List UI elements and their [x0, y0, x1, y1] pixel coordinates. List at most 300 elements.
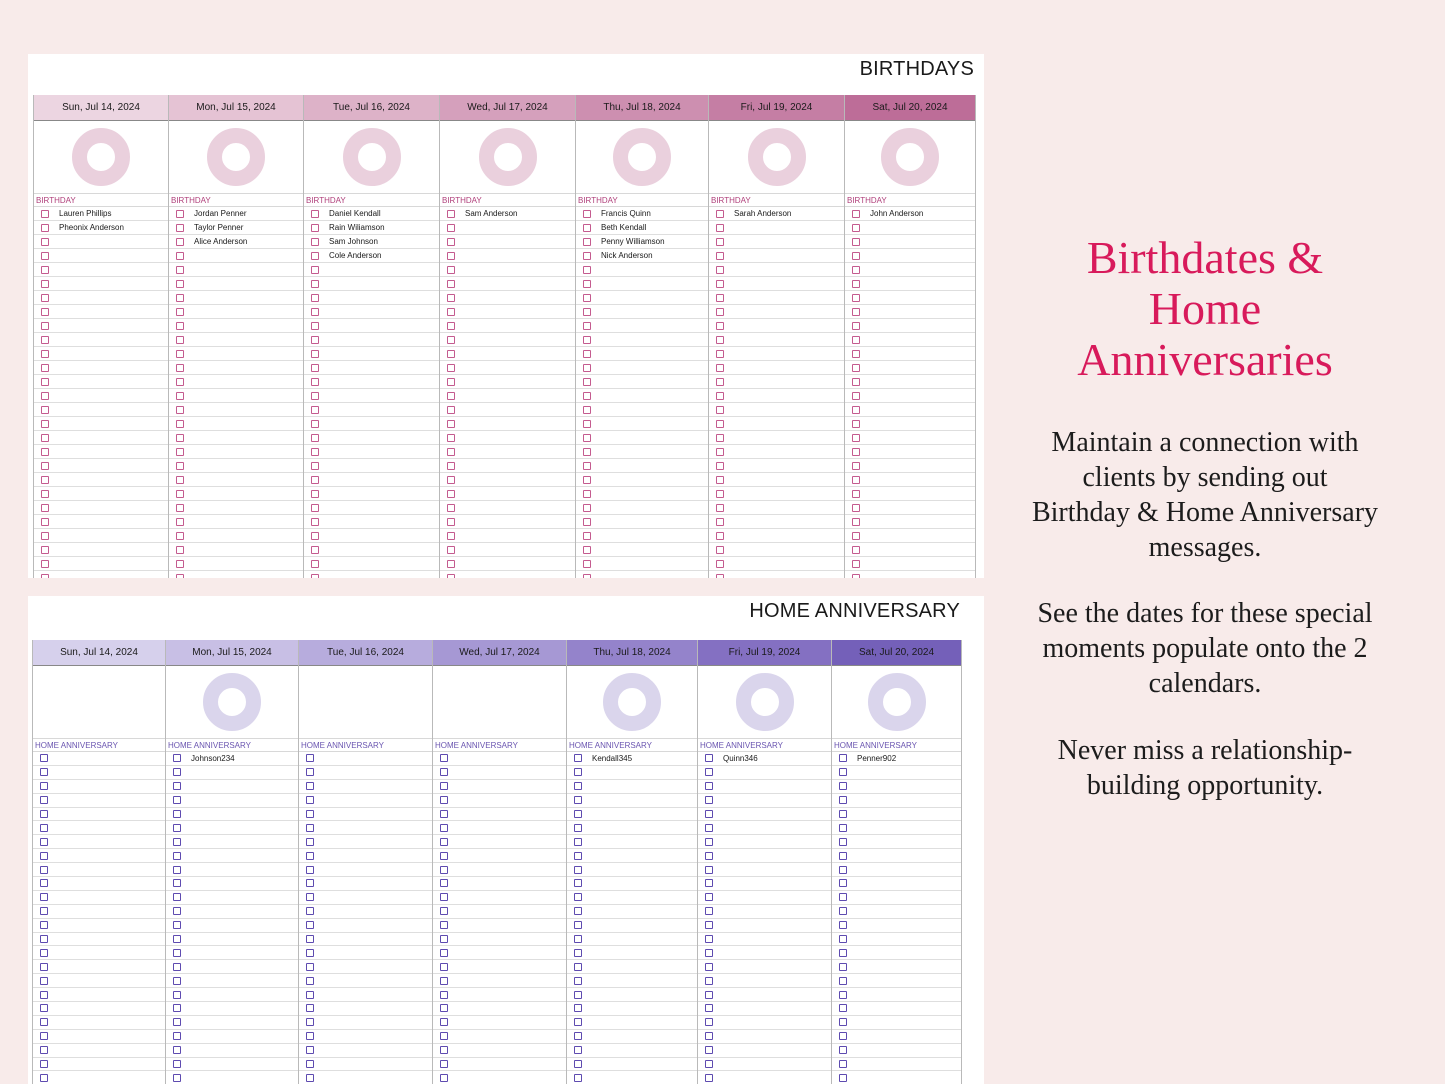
task-checkbox[interactable] [705, 1074, 713, 1082]
task-checkbox[interactable] [41, 518, 49, 526]
task-checkbox[interactable] [40, 866, 48, 874]
task-checkbox[interactable] [839, 852, 847, 860]
task-checkbox[interactable] [583, 560, 591, 568]
task-checkbox[interactable] [306, 796, 314, 804]
task-checkbox[interactable] [176, 434, 184, 442]
task-checkbox[interactable] [574, 824, 582, 832]
task-checkbox[interactable] [41, 420, 49, 428]
task-checkbox[interactable] [311, 378, 319, 386]
task-checkbox[interactable] [41, 280, 49, 288]
task-checkbox[interactable] [852, 448, 860, 456]
task-checkbox[interactable] [839, 824, 847, 832]
task-checkbox[interactable] [705, 1018, 713, 1026]
task-checkbox[interactable] [716, 336, 724, 344]
task-checkbox[interactable] [716, 280, 724, 288]
task-checkbox[interactable] [306, 1046, 314, 1054]
task-checkbox[interactable] [440, 1046, 448, 1054]
task-checkbox[interactable] [440, 879, 448, 887]
task-checkbox[interactable] [40, 768, 48, 776]
task-checkbox[interactable] [716, 504, 724, 512]
task-checkbox[interactable] [852, 532, 860, 540]
task-checkbox[interactable] [574, 1060, 582, 1068]
task-checkbox[interactable] [839, 782, 847, 790]
task-checkbox[interactable] [306, 838, 314, 846]
task-checkbox[interactable] [716, 462, 724, 470]
task-checkbox[interactable] [41, 336, 49, 344]
task-checkbox[interactable] [852, 266, 860, 274]
task-checkbox[interactable] [705, 810, 713, 818]
task-checkbox[interactable] [306, 1004, 314, 1012]
task-checkbox[interactable] [852, 490, 860, 498]
task-checkbox[interactable] [176, 490, 184, 498]
task-checkbox[interactable] [40, 991, 48, 999]
task-checkbox[interactable] [852, 504, 860, 512]
task-checkbox[interactable] [440, 824, 448, 832]
task-checkbox[interactable] [574, 879, 582, 887]
task-checkbox[interactable] [839, 810, 847, 818]
task-checkbox[interactable] [40, 852, 48, 860]
task-checkbox[interactable] [839, 921, 847, 929]
task-checkbox[interactable] [716, 210, 724, 218]
task-checkbox[interactable] [852, 574, 860, 579]
task-checkbox[interactable] [447, 210, 455, 218]
task-checkbox[interactable] [447, 392, 455, 400]
task-checkbox[interactable] [705, 893, 713, 901]
task-checkbox[interactable] [306, 991, 314, 999]
task-checkbox[interactable] [176, 448, 184, 456]
task-checkbox[interactable] [306, 921, 314, 929]
task-checkbox[interactable] [440, 1060, 448, 1068]
task-checkbox[interactable] [173, 866, 181, 874]
task-checkbox[interactable] [852, 238, 860, 246]
task-checkbox[interactable] [852, 252, 860, 260]
task-checkbox[interactable] [852, 462, 860, 470]
task-checkbox[interactable] [440, 935, 448, 943]
task-checkbox[interactable] [447, 476, 455, 484]
task-checkbox[interactable] [839, 866, 847, 874]
task-checkbox[interactable] [839, 1046, 847, 1054]
task-checkbox[interactable] [716, 308, 724, 316]
task-checkbox[interactable] [41, 574, 49, 579]
task-checkbox[interactable] [176, 364, 184, 372]
task-checkbox[interactable] [583, 448, 591, 456]
task-checkbox[interactable] [447, 238, 455, 246]
task-checkbox[interactable] [839, 893, 847, 901]
task-checkbox[interactable] [41, 560, 49, 568]
task-checkbox[interactable] [173, 810, 181, 818]
task-checkbox[interactable] [574, 838, 582, 846]
task-checkbox[interactable] [583, 504, 591, 512]
task-checkbox[interactable] [583, 322, 591, 330]
task-checkbox[interactable] [583, 546, 591, 554]
task-checkbox[interactable] [176, 504, 184, 512]
task-checkbox[interactable] [311, 462, 319, 470]
task-checkbox[interactable] [40, 824, 48, 832]
task-checkbox[interactable] [41, 322, 49, 330]
task-checkbox[interactable] [705, 1004, 713, 1012]
task-checkbox[interactable] [311, 350, 319, 358]
task-checkbox[interactable] [574, 1046, 582, 1054]
task-checkbox[interactable] [40, 921, 48, 929]
task-checkbox[interactable] [311, 546, 319, 554]
task-checkbox[interactable] [705, 782, 713, 790]
task-checkbox[interactable] [574, 866, 582, 874]
task-checkbox[interactable] [41, 294, 49, 302]
task-checkbox[interactable] [852, 224, 860, 232]
task-checkbox[interactable] [40, 907, 48, 915]
task-checkbox[interactable] [40, 935, 48, 943]
task-checkbox[interactable] [311, 308, 319, 316]
task-checkbox[interactable] [839, 796, 847, 804]
task-checkbox[interactable] [447, 280, 455, 288]
task-checkbox[interactable] [306, 866, 314, 874]
task-checkbox[interactable] [716, 378, 724, 386]
task-checkbox[interactable] [440, 866, 448, 874]
task-checkbox[interactable] [583, 336, 591, 344]
task-checkbox[interactable] [716, 350, 724, 358]
task-checkbox[interactable] [311, 490, 319, 498]
task-checkbox[interactable] [306, 1074, 314, 1082]
task-checkbox[interactable] [705, 1032, 713, 1040]
task-checkbox[interactable] [176, 322, 184, 330]
task-checkbox[interactable] [574, 949, 582, 957]
task-checkbox[interactable] [705, 879, 713, 887]
task-checkbox[interactable] [839, 754, 847, 762]
task-checkbox[interactable] [306, 893, 314, 901]
task-checkbox[interactable] [173, 1004, 181, 1012]
task-checkbox[interactable] [173, 907, 181, 915]
task-checkbox[interactable] [839, 768, 847, 776]
task-checkbox[interactable] [705, 907, 713, 915]
task-checkbox[interactable] [716, 518, 724, 526]
task-checkbox[interactable] [852, 336, 860, 344]
task-checkbox[interactable] [574, 963, 582, 971]
task-checkbox[interactable] [41, 378, 49, 386]
task-checkbox[interactable] [176, 378, 184, 386]
task-checkbox[interactable] [306, 1060, 314, 1068]
task-checkbox[interactable] [447, 532, 455, 540]
task-checkbox[interactable] [447, 574, 455, 579]
task-checkbox[interactable] [40, 754, 48, 762]
task-checkbox[interactable] [447, 308, 455, 316]
task-checkbox[interactable] [852, 322, 860, 330]
task-checkbox[interactable] [574, 935, 582, 943]
task-checkbox[interactable] [41, 266, 49, 274]
task-checkbox[interactable] [583, 476, 591, 484]
task-checkbox[interactable] [176, 294, 184, 302]
task-checkbox[interactable] [173, 1060, 181, 1068]
task-checkbox[interactable] [440, 1018, 448, 1026]
task-checkbox[interactable] [173, 852, 181, 860]
task-checkbox[interactable] [716, 252, 724, 260]
task-checkbox[interactable] [176, 420, 184, 428]
task-checkbox[interactable] [176, 532, 184, 540]
task-checkbox[interactable] [311, 238, 319, 246]
task-checkbox[interactable] [40, 1060, 48, 1068]
task-checkbox[interactable] [440, 810, 448, 818]
task-checkbox[interactable] [41, 210, 49, 218]
task-checkbox[interactable] [176, 406, 184, 414]
task-checkbox[interactable] [447, 518, 455, 526]
task-checkbox[interactable] [447, 406, 455, 414]
task-checkbox[interactable] [574, 1032, 582, 1040]
task-checkbox[interactable] [173, 1032, 181, 1040]
task-checkbox[interactable] [852, 378, 860, 386]
task-checkbox[interactable] [40, 1074, 48, 1082]
task-checkbox[interactable] [176, 392, 184, 400]
task-checkbox[interactable] [311, 210, 319, 218]
task-checkbox[interactable] [311, 406, 319, 414]
task-checkbox[interactable] [839, 1032, 847, 1040]
task-checkbox[interactable] [839, 1018, 847, 1026]
task-checkbox[interactable] [716, 434, 724, 442]
task-checkbox[interactable] [176, 224, 184, 232]
task-checkbox[interactable] [40, 838, 48, 846]
task-checkbox[interactable] [311, 266, 319, 274]
task-checkbox[interactable] [583, 280, 591, 288]
task-checkbox[interactable] [583, 406, 591, 414]
task-checkbox[interactable] [574, 768, 582, 776]
task-checkbox[interactable] [40, 977, 48, 985]
task-checkbox[interactable] [306, 824, 314, 832]
task-checkbox[interactable] [705, 921, 713, 929]
task-checkbox[interactable] [311, 322, 319, 330]
task-checkbox[interactable] [716, 224, 724, 232]
task-checkbox[interactable] [176, 238, 184, 246]
task-checkbox[interactable] [839, 1074, 847, 1082]
task-checkbox[interactable] [306, 949, 314, 957]
task-checkbox[interactable] [176, 518, 184, 526]
task-checkbox[interactable] [716, 266, 724, 274]
task-checkbox[interactable] [41, 238, 49, 246]
task-checkbox[interactable] [41, 476, 49, 484]
task-checkbox[interactable] [173, 977, 181, 985]
task-checkbox[interactable] [447, 490, 455, 498]
task-checkbox[interactable] [574, 977, 582, 985]
task-checkbox[interactable] [173, 935, 181, 943]
task-checkbox[interactable] [173, 963, 181, 971]
task-checkbox[interactable] [574, 893, 582, 901]
task-checkbox[interactable] [583, 350, 591, 358]
task-checkbox[interactable] [574, 921, 582, 929]
task-checkbox[interactable] [583, 462, 591, 470]
task-checkbox[interactable] [716, 448, 724, 456]
task-checkbox[interactable] [716, 322, 724, 330]
task-checkbox[interactable] [306, 907, 314, 915]
task-checkbox[interactable] [574, 782, 582, 790]
task-checkbox[interactable] [447, 448, 455, 456]
task-checkbox[interactable] [839, 879, 847, 887]
task-checkbox[interactable] [306, 879, 314, 887]
task-checkbox[interactable] [716, 546, 724, 554]
task-checkbox[interactable] [40, 1046, 48, 1054]
task-checkbox[interactable] [447, 294, 455, 302]
task-checkbox[interactable] [705, 935, 713, 943]
task-checkbox[interactable] [311, 392, 319, 400]
task-checkbox[interactable] [583, 266, 591, 274]
task-checkbox[interactable] [311, 518, 319, 526]
task-checkbox[interactable] [705, 991, 713, 999]
task-checkbox[interactable] [311, 364, 319, 372]
task-checkbox[interactable] [173, 768, 181, 776]
task-checkbox[interactable] [583, 224, 591, 232]
task-checkbox[interactable] [176, 308, 184, 316]
task-checkbox[interactable] [41, 448, 49, 456]
task-checkbox[interactable] [716, 364, 724, 372]
task-checkbox[interactable] [40, 1004, 48, 1012]
task-checkbox[interactable] [839, 935, 847, 943]
task-checkbox[interactable] [173, 893, 181, 901]
task-checkbox[interactable] [574, 1004, 582, 1012]
task-checkbox[interactable] [447, 560, 455, 568]
task-checkbox[interactable] [705, 963, 713, 971]
task-checkbox[interactable] [311, 336, 319, 344]
task-checkbox[interactable] [447, 378, 455, 386]
task-checkbox[interactable] [839, 963, 847, 971]
task-checkbox[interactable] [705, 949, 713, 957]
task-checkbox[interactable] [173, 754, 181, 762]
task-checkbox[interactable] [440, 921, 448, 929]
task-checkbox[interactable] [176, 350, 184, 358]
task-checkbox[interactable] [176, 574, 184, 579]
task-checkbox[interactable] [716, 532, 724, 540]
task-checkbox[interactable] [41, 462, 49, 470]
task-checkbox[interactable] [176, 266, 184, 274]
task-checkbox[interactable] [41, 546, 49, 554]
task-checkbox[interactable] [440, 963, 448, 971]
task-checkbox[interactable] [716, 238, 724, 246]
task-checkbox[interactable] [447, 504, 455, 512]
task-checkbox[interactable] [440, 852, 448, 860]
task-checkbox[interactable] [440, 949, 448, 957]
task-checkbox[interactable] [41, 434, 49, 442]
task-checkbox[interactable] [574, 796, 582, 804]
task-checkbox[interactable] [447, 252, 455, 260]
task-checkbox[interactable] [41, 490, 49, 498]
task-checkbox[interactable] [173, 824, 181, 832]
task-checkbox[interactable] [40, 963, 48, 971]
task-checkbox[interactable] [447, 336, 455, 344]
task-checkbox[interactable] [306, 754, 314, 762]
task-checkbox[interactable] [40, 879, 48, 887]
task-checkbox[interactable] [705, 977, 713, 985]
task-checkbox[interactable] [716, 476, 724, 484]
task-checkbox[interactable] [306, 782, 314, 790]
task-checkbox[interactable] [176, 252, 184, 260]
task-checkbox[interactable] [306, 768, 314, 776]
task-checkbox[interactable] [40, 949, 48, 957]
task-checkbox[interactable] [447, 462, 455, 470]
task-checkbox[interactable] [574, 754, 582, 762]
task-checkbox[interactable] [440, 838, 448, 846]
task-checkbox[interactable] [574, 1074, 582, 1082]
task-checkbox[interactable] [852, 476, 860, 484]
task-checkbox[interactable] [852, 392, 860, 400]
task-checkbox[interactable] [173, 796, 181, 804]
task-checkbox[interactable] [852, 280, 860, 288]
task-checkbox[interactable] [440, 907, 448, 915]
task-checkbox[interactable] [705, 824, 713, 832]
task-checkbox[interactable] [440, 782, 448, 790]
task-checkbox[interactable] [306, 977, 314, 985]
task-checkbox[interactable] [583, 392, 591, 400]
task-checkbox[interactable] [176, 210, 184, 218]
task-checkbox[interactable] [440, 754, 448, 762]
task-checkbox[interactable] [41, 532, 49, 540]
task-checkbox[interactable] [173, 838, 181, 846]
task-checkbox[interactable] [311, 448, 319, 456]
task-checkbox[interactable] [440, 1032, 448, 1040]
task-checkbox[interactable] [440, 991, 448, 999]
task-checkbox[interactable] [447, 420, 455, 428]
task-checkbox[interactable] [41, 392, 49, 400]
task-checkbox[interactable] [705, 1046, 713, 1054]
task-checkbox[interactable] [583, 238, 591, 246]
task-checkbox[interactable] [583, 252, 591, 260]
task-checkbox[interactable] [574, 852, 582, 860]
task-checkbox[interactable] [440, 796, 448, 804]
task-checkbox[interactable] [41, 224, 49, 232]
task-checkbox[interactable] [852, 294, 860, 302]
task-checkbox[interactable] [173, 921, 181, 929]
task-checkbox[interactable] [176, 546, 184, 554]
task-checkbox[interactable] [173, 1046, 181, 1054]
task-checkbox[interactable] [173, 1018, 181, 1026]
task-checkbox[interactable] [306, 852, 314, 860]
task-checkbox[interactable] [306, 935, 314, 943]
task-checkbox[interactable] [40, 1032, 48, 1040]
task-checkbox[interactable] [41, 364, 49, 372]
task-checkbox[interactable] [716, 420, 724, 428]
task-checkbox[interactable] [852, 560, 860, 568]
task-checkbox[interactable] [311, 434, 319, 442]
task-checkbox[interactable] [716, 406, 724, 414]
task-checkbox[interactable] [306, 963, 314, 971]
task-checkbox[interactable] [447, 322, 455, 330]
task-checkbox[interactable] [311, 294, 319, 302]
task-checkbox[interactable] [40, 796, 48, 804]
task-checkbox[interactable] [173, 949, 181, 957]
task-checkbox[interactable] [447, 434, 455, 442]
task-checkbox[interactable] [574, 1018, 582, 1026]
task-checkbox[interactable] [839, 907, 847, 915]
task-checkbox[interactable] [40, 1018, 48, 1026]
task-checkbox[interactable] [574, 810, 582, 818]
task-checkbox[interactable] [173, 991, 181, 999]
task-checkbox[interactable] [574, 991, 582, 999]
task-checkbox[interactable] [440, 977, 448, 985]
task-checkbox[interactable] [447, 364, 455, 372]
task-checkbox[interactable] [173, 879, 181, 887]
task-checkbox[interactable] [447, 350, 455, 358]
task-checkbox[interactable] [311, 420, 319, 428]
task-checkbox[interactable] [705, 852, 713, 860]
task-checkbox[interactable] [852, 420, 860, 428]
task-checkbox[interactable] [583, 308, 591, 316]
task-checkbox[interactable] [705, 838, 713, 846]
task-checkbox[interactable] [311, 252, 319, 260]
task-checkbox[interactable] [583, 532, 591, 540]
task-checkbox[interactable] [839, 977, 847, 985]
task-checkbox[interactable] [583, 364, 591, 372]
task-checkbox[interactable] [716, 490, 724, 498]
task-checkbox[interactable] [440, 893, 448, 901]
task-checkbox[interactable] [716, 294, 724, 302]
task-checkbox[interactable] [583, 378, 591, 386]
task-checkbox[interactable] [852, 434, 860, 442]
task-checkbox[interactable] [447, 224, 455, 232]
task-checkbox[interactable] [852, 518, 860, 526]
